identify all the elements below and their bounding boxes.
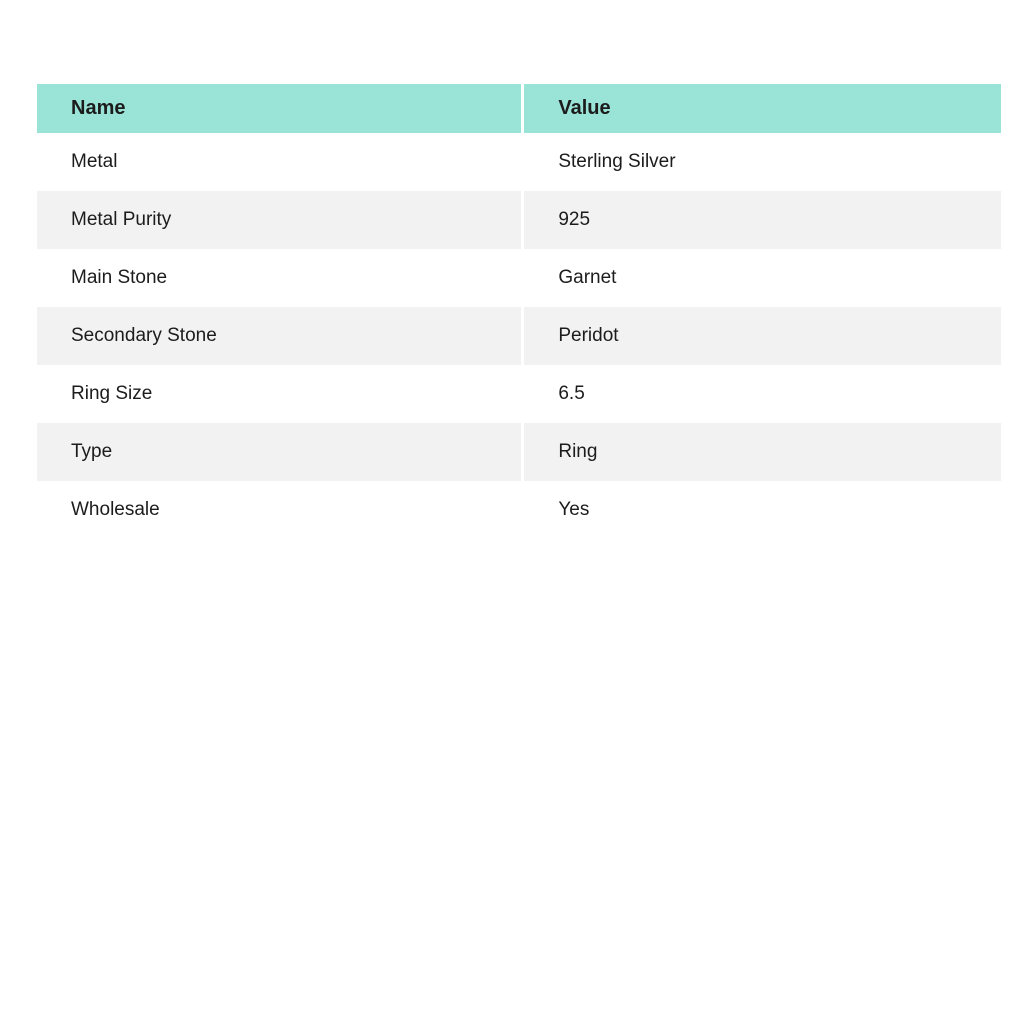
spec-name-cell: Ring Size — [37, 365, 523, 423]
spec-name-cell: Type — [37, 423, 523, 481]
table-header — [37, 84, 1001, 133]
header-row — [37, 84, 1001, 133]
spec-name-cell: Metal Purity — [37, 191, 523, 249]
spec-value-cell: Garnet — [558, 267, 617, 288]
table-row — [37, 191, 1001, 249]
header-cell-name: Name — [37, 84, 523, 133]
table-row — [37, 307, 1001, 365]
spec-name-cell: Secondary Stone — [37, 307, 523, 365]
table-row — [37, 365, 1001, 423]
spec-value-cell: Peridot — [558, 325, 619, 346]
spec-value-cell: 925 — [558, 209, 591, 230]
spec-value-cell: Yes — [558, 499, 590, 520]
table-row — [37, 423, 1001, 481]
spec-value-cell: 6.5 — [558, 383, 585, 404]
table-row — [37, 481, 1001, 539]
spec-name-cell: Wholesale — [37, 481, 523, 539]
spec-name-cell: Metal — [37, 133, 523, 191]
table-row — [37, 133, 1001, 191]
spec-name-cell: Main Stone — [37, 249, 523, 307]
table-body — [37, 133, 1001, 539]
product-spec-table — [37, 84, 1001, 539]
table-row — [37, 249, 1001, 307]
product-spec-table-container — [37, 84, 1001, 539]
spec-value-cell: Ring — [558, 441, 598, 462]
header-cell-value: Value — [523, 84, 1001, 133]
spec-value-cell: Sterling Silver — [558, 151, 676, 172]
